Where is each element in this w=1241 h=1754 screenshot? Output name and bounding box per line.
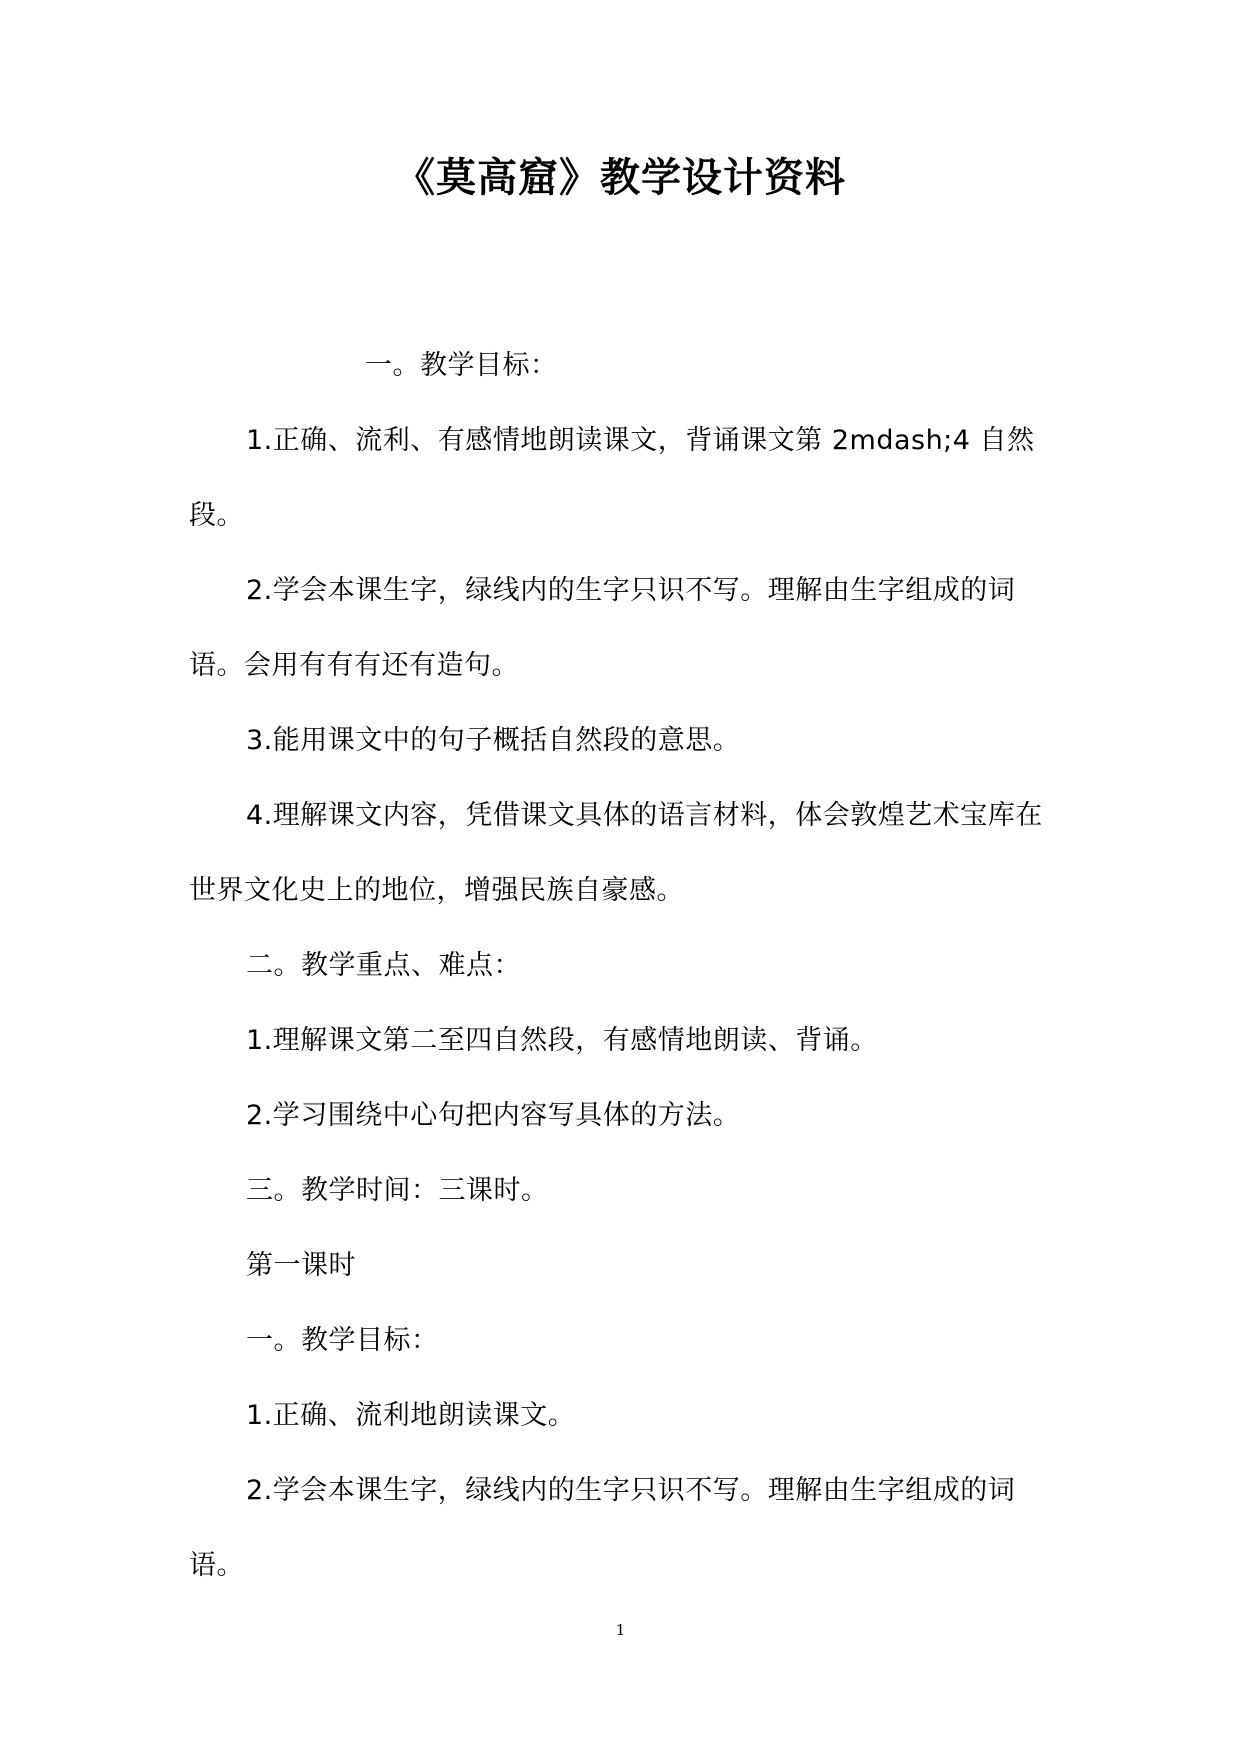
paragraph-key-point-1: 1.理解课文第二至四自然段，有感情地朗读、背诵。: [246, 1025, 878, 1056]
document-body: [189, 328, 1047, 1603]
lesson-heading-first: 第一课时: [246, 1250, 356, 1281]
paragraph-goal-2: 2.学会本课生字，绿线内的生字只识不写。理解由生字组成的词语。会用有有有还有造句。: [189, 575, 1016, 681]
document-title: 《莫高窟》教学设计资料: [395, 154, 846, 201]
section-heading-lesson-goals: 一。教学目标：: [246, 1325, 439, 1356]
section-heading-teaching-time: 三。教学时间：三课时。: [246, 1175, 549, 1206]
section-heading-teaching-goals: 一。教学目标：: [365, 350, 558, 381]
paragraph-goal-4: 4.理解课文内容，凭借课文具体的语言材料，体会敦煌艺术宝库在世界文化史上的地位，增强民族自豪感。: [189, 800, 1043, 906]
paragraph-key-point-2: 2.学习围绕中心句把内容写具体的方法。: [246, 1100, 741, 1131]
paragraph-lesson-goal-2: 2.学会本课生字，绿线内的生字只识不写。理解由生字组成的词语。: [189, 1475, 1016, 1581]
paragraph-goal-3: 3.能用课文中的句子概括自然段的意思。: [246, 725, 741, 756]
paragraph-lesson-goal-1: 1.正确、流利地朗读课文。: [246, 1400, 576, 1431]
page-number: 1: [615, 1621, 626, 1639]
paragraph-goal-1: 1.正确、流利、有感情地朗读课文，背诵课文第 2mdash;4 自然段。: [189, 425, 1035, 531]
section-heading-key-points: 二。教学重点、难点：: [246, 950, 521, 981]
